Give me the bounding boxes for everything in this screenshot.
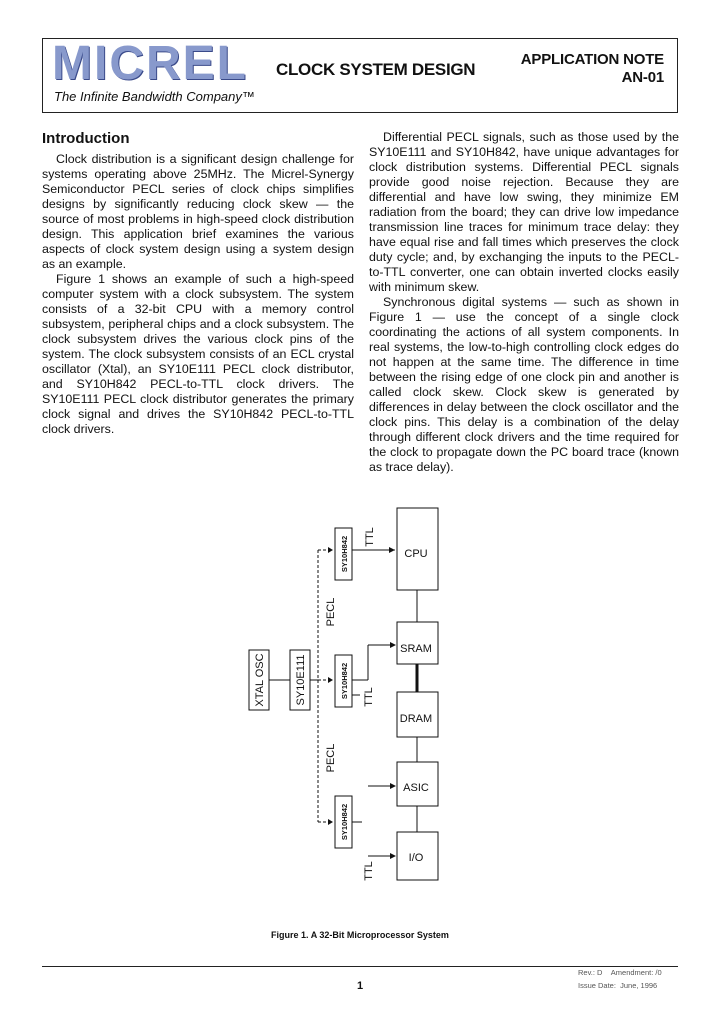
document-title: CLOCK SYSTEM DESIGN (276, 60, 476, 79)
paragraph: Figure 1 shows an example of such a high-speed computer system with a clock subsystem. The system consists of a 32-bit CPU with a memory control subsystem, peripheral chips and a clock subsystem. The clock subsystem drives the various clock pins of the system. The clock subsystem consists of an ECL crystal oscillator (Xtal), an SY10E111 PECL clock distributor, and SY10H842 PECL-to-TTL clock drivers. The SY10E111 PECL clock distributor generates the primary clock signal and drives the SY10H842 PECL-to-TTL clock drivers. (42, 272, 354, 436)
arrow-cpu (389, 547, 395, 553)
note-label: APPLICATION NOTE (520, 51, 664, 68)
text-column-left (42, 152, 354, 437)
pecl-label-lower: PECL (325, 743, 337, 773)
paragraph: Synchronous digital systems — such as shown in Figure 1 — use the concept of a single clock coordinating the actions of all system components. In real systems, the low-to-high controlling clock edges do not happen at the same time. The difference in time between the rising edge of one clock pin and another is called clock skew. Clock skew is generated by differences in delay between the clock oscillator and the clock pins. This delay is a combination of the delay through different clock drivers and the time required for the clock to propagate down the PC board trace (known as trace delay). (369, 295, 679, 474)
application-note-label (521, 51, 664, 87)
sram-label: SRAM (400, 643, 432, 655)
ttl-label-bottom: TTL (363, 861, 375, 881)
distributor-label: SY10E111 (295, 654, 307, 706)
dram-label: DRAM (399, 713, 433, 725)
section-heading: Introduction (42, 130, 130, 147)
page-number: 1 (356, 980, 364, 992)
driver-label-bottom: SY10H842 (340, 803, 349, 841)
paragraph: Differential PECL signals, such as those used by the SY10E111 and SY10H842, have unique advantages for clock distribution systems. Differential PECL signals provide good noise rejection. Because they are differential and have low swing, they minimize EM radiation from the board; they can drive low impedance transmission line traces for minimum trace delay: they have equal rise and fall times which preserves the clock duty cycle; and, by exchanging the inputs to the PECL-to-TTL converter, one can obtain inverted clocks easily with minimum skew. (369, 130, 679, 294)
rev-label: Rev.: D (578, 968, 603, 977)
arrow-sram (390, 642, 396, 648)
ttl-label-middle: TTL (363, 687, 375, 707)
company-logo: MICREL (52, 37, 248, 90)
text-column-right (369, 130, 679, 475)
xtal-label: XTAL OSC (254, 653, 266, 707)
arrow-asic (390, 783, 396, 789)
issue-label: Issue Date: (578, 981, 616, 990)
amendment-label: Amendment: /0 (610, 968, 662, 977)
company-tagline: The Infinite Bandwidth Company™ (54, 89, 255, 104)
revision-info (578, 966, 678, 992)
note-number: AN-01 (621, 69, 664, 86)
io-label: I/O (408, 852, 424, 864)
arrow-io (390, 853, 396, 859)
paragraph: Clock distribution is a significant design challenge for systems operating above 25MHz. The Micrel-Synergy Semiconductor PECL series of clock chips simplifies designs by significantly reducing clock skew — the source of most problems in high-speed clock distribution design. This application brief examines the various aspects of clock system design using a system design as an example. (42, 152, 354, 271)
asic-label: ASIC (403, 782, 429, 794)
driver-label-middle: SY10H842 (340, 662, 349, 700)
figure-caption: Figure 1. A 32-Bit Microprocessor System (271, 930, 449, 940)
block-diagram (0, 490, 720, 890)
cpu-label: CPU (404, 548, 428, 560)
pecl-label-upper: PECL (325, 597, 337, 627)
issue-date: June, 1996 (620, 981, 658, 990)
driver-label-top: SY10H842 (340, 535, 349, 573)
ttl-label-top: TTL (364, 527, 376, 547)
